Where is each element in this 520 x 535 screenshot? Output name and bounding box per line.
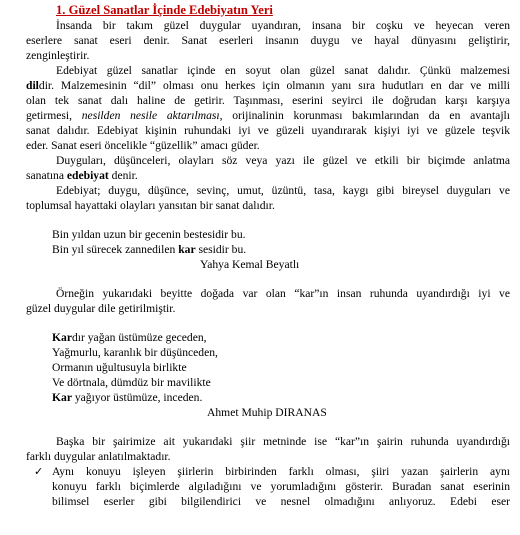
- para2-line6: eder. Sanat eseri öncelikle “güzellik” amacı güder.: [26, 139, 260, 152]
- poem2-line2: Yağmurlu, karanlık bir düşünceden,: [52, 346, 218, 359]
- para2-italic-phrase: nesilden nesile aktarılması: [81, 109, 220, 122]
- para3-line2: sanatına edebiyat denir.: [26, 169, 138, 182]
- para2-line2: dildir. Malzemesinin “dil” olması onu herkes için olmanın yanı sıra hudutları en dar ve milli: [26, 79, 510, 92]
- poem1-line1: Bin yıldan uzun bir gecenin bestesidir bu.: [52, 228, 246, 241]
- para5-line2: güzel duygular dile getirilmiştir.: [26, 302, 176, 315]
- para1-line1: İnsanda bir takım güzel duygular uyandıran, insana bir coşku ve heyecan veren: [56, 19, 510, 32]
- para2-line3: olan tek sanat dalı haline de getirir. Taşınması, eserini seyirci ile doğrudan karşı karşıya: [26, 94, 510, 107]
- poem2-line5: Kar yağıyor üstümüze, inceden.: [52, 391, 203, 404]
- para2-line1: Edebiyat güzel sanatlar içinde en soyut olan güzel sanat dalıdır. Çünkü malzemesi: [56, 64, 510, 77]
- poem1-line2: Bin yıl sürecek zannedilen kar sesidir bu.: [52, 243, 247, 256]
- para5-line1: Örneğin yukarıdaki beyitte doğada var olan “kar”ın insan ruhunda uyandırdığı iyi ve: [56, 287, 510, 300]
- para2-dil-bold: dil: [26, 79, 39, 92]
- para6-line2: farklı duygular anlatılmaktadır.: [26, 450, 171, 463]
- bullet-line1: Aynı konuyu işleyen şiirlerin birbirinden farklı olması, şiiri yazan şairlerin aynı: [52, 465, 510, 478]
- poem1-author: Yahya Kemal Beyatlı: [200, 258, 300, 271]
- para2-line5: sanat dalıdır. Edebiyat kişinin ruhundaki iyi ve güzeli uyandırarak kişiyi iyi ve güzele teşvik: [26, 124, 510, 137]
- poem2-line3: Ormanın uğultusuyla birlikte: [52, 361, 187, 374]
- bullet-line3: bilimsel eserler gibi bilgilendirici ve nesnel olmadığını anlıyoruz. Edebi eser: [52, 495, 510, 508]
- para2-line4: getirmesi, nesilden nesile aktarılması, orijinalinin korunması bakımlarından da en avantajlı: [26, 109, 510, 122]
- para6-line1: Başka bir şairimize ait yukarıdaki şiir metninde ise “kar”ın şairin ruhunda uyandırdığı: [56, 435, 510, 448]
- edebiyat-bold: edebiyat: [66, 169, 109, 182]
- kar-bold: Kar: [52, 391, 72, 404]
- para4-line2: toplumsal hayattaki olayları yansıtan bir sanat dalıdır.: [26, 199, 275, 212]
- poem2-line4: Ve dörtnala, dümdüz bir mavilikte: [52, 376, 211, 389]
- section-title: 1. Güzel Sanatlar İçinde Edebiyatın Yeri: [56, 3, 273, 17]
- poem2-author: Ahmet Muhip DIRANAS: [207, 406, 327, 419]
- kar-bold: kar: [178, 243, 196, 256]
- para1-line3: zenginleştirir.: [26, 49, 90, 62]
- bullet-line2: konuyu farklı biçimlerde algıladığını ve yorumladığını gösterir. Buradan sanat eserinin: [52, 480, 510, 493]
- poem2-line1: Kardır yağan üstümüze geceden,: [52, 331, 207, 344]
- para1-line2: eserlere sanat eseri denir. Sanat eserleri insanın duygu ve hayal dünyasını geliştirir,: [26, 34, 510, 47]
- checkmark-icon: ✓: [34, 466, 44, 478]
- kar-bold: Kar: [52, 331, 72, 344]
- para3-line1: Duyguları, düşünceleri, olayları söz veya yazı ile güzel ve etkili bir biçimde anlatma: [56, 154, 510, 167]
- para4-line1: Edebiyat; duygu, düşünce, sevinç, umut, üzüntü, tasa, kaygı gibi bireysel duyguları ve: [56, 184, 510, 197]
